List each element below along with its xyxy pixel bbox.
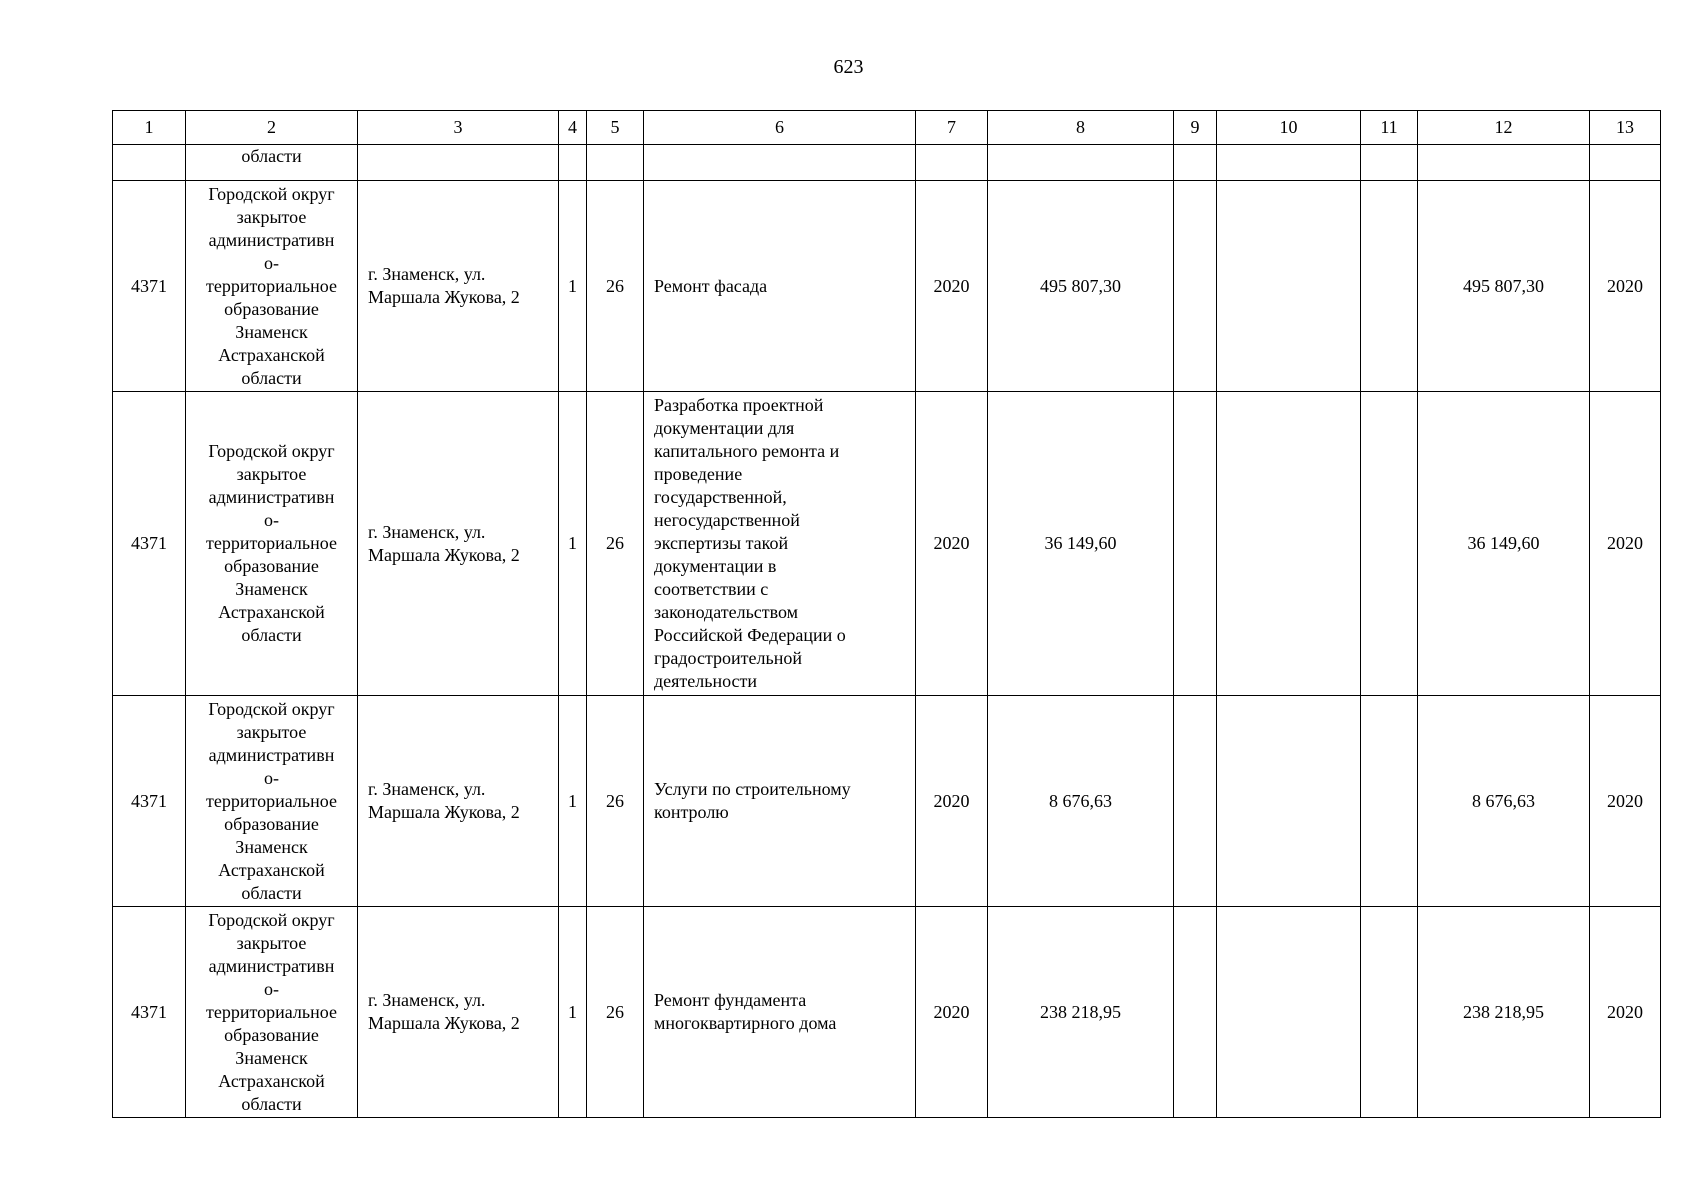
work-type [644, 907, 916, 1118]
municipality [186, 907, 358, 1118]
col12-value: 36 149,60 [1418, 392, 1590, 696]
work-type-line: документации для [654, 418, 795, 438]
table-cell [916, 145, 988, 181]
address-line: г. Знаменск, ул. [368, 990, 486, 1010]
municipality-line: Знаменск [235, 579, 308, 599]
work-type-line: законодательством [654, 602, 799, 622]
col4-value: 1 [559, 181, 587, 392]
municipality-line: Знаменск [235, 1047, 308, 1068]
object-id: 4371 [113, 907, 186, 1118]
table-cell [1217, 145, 1361, 181]
municipality-line: административн [208, 744, 335, 765]
work-type-line: капитального ремонта и [654, 441, 840, 461]
municipality-line: закрытое [236, 464, 307, 484]
col11-value [1361, 907, 1418, 1118]
table-cell [358, 145, 559, 181]
header-cell: 4 [559, 111, 587, 145]
year: 2020 [916, 696, 988, 907]
col10-value [1217, 907, 1361, 1118]
col5-value: 26 [587, 907, 644, 1118]
header-cell: 8 [988, 111, 1174, 145]
object-id: 4371 [113, 181, 186, 392]
table-cell [644, 145, 916, 181]
col9-value [1174, 181, 1217, 392]
table-cell [988, 145, 1174, 181]
work-type-line: проведение [654, 464, 743, 484]
col5-value: 26 [587, 696, 644, 907]
col10-value [1217, 181, 1361, 392]
table-cell [1590, 145, 1661, 181]
object-id: 4371 [113, 392, 186, 696]
municipality-line: территориальное [206, 533, 337, 553]
work-type-line: Ремонт фасада [654, 275, 768, 296]
header-cell: 5 [587, 111, 644, 145]
address [358, 392, 559, 696]
table-cell [1174, 145, 1217, 181]
col12-value: 238 218,95 [1418, 907, 1590, 1118]
table-row [113, 907, 1661, 1118]
address [358, 907, 559, 1118]
municipality-line: Астраханской [218, 602, 325, 622]
municipality [186, 696, 358, 907]
municipality-line: о- [264, 510, 279, 530]
work-type [644, 392, 916, 696]
work-type-line: негосударственной [654, 510, 800, 530]
col5-value: 26 [587, 392, 644, 696]
municipality-line: территориальное [206, 790, 337, 811]
municipality-line: образование [224, 813, 319, 834]
municipality-line: образование [224, 1024, 319, 1045]
table-cell [1361, 145, 1418, 181]
col13-year: 2020 [1590, 181, 1661, 392]
page-number: 623 [833, 56, 864, 78]
col10-value [1217, 696, 1361, 907]
object-id: 4371 [113, 696, 186, 907]
year: 2020 [916, 181, 988, 392]
municipality-line: о- [264, 767, 279, 788]
total-cost: 36 149,60 [988, 392, 1174, 696]
municipality-line: Знаменск [235, 321, 308, 342]
col5-value: 26 [587, 181, 644, 392]
work-type-line: контролю [654, 802, 729, 822]
table-row [113, 696, 1661, 907]
table-row [113, 392, 1661, 696]
table-cell [1418, 145, 1590, 181]
work-type [644, 181, 916, 392]
works-table [112, 110, 1661, 1118]
municipality-line: области [241, 882, 302, 903]
col4-value: 1 [559, 907, 587, 1118]
header-cell: 9 [1174, 111, 1217, 145]
municipality-line: образование [224, 298, 319, 319]
municipality-line: области [241, 625, 302, 645]
header-cell: 13 [1590, 111, 1661, 145]
municipality-line: области [241, 1093, 302, 1114]
work-type-line: документации в [654, 556, 777, 576]
table-row [113, 181, 1661, 392]
col13-year: 2020 [1590, 907, 1661, 1118]
header-cell: 11 [1361, 111, 1418, 145]
continuation-municipality: области [186, 145, 358, 181]
col12-value: 495 807,30 [1418, 181, 1590, 392]
col10-value [1217, 392, 1361, 696]
municipality-line: Знаменск [235, 836, 308, 857]
work-type-line: многоквартирного дома [654, 1013, 837, 1033]
address [358, 181, 559, 392]
header-cell: 3 [358, 111, 559, 145]
year: 2020 [916, 907, 988, 1118]
header-cell: 1 [113, 111, 186, 145]
work-type-line: Разработка проектной [654, 395, 824, 415]
col12-value: 8 676,63 [1418, 696, 1590, 907]
municipality-line: административн [208, 955, 335, 976]
header-cell: 2 [186, 111, 358, 145]
year: 2020 [916, 392, 988, 696]
col11-value [1361, 181, 1418, 392]
municipality-line: Городской округ [208, 698, 335, 719]
work-type-line: Услуги по строительному [654, 779, 851, 799]
work-type-line: Российской Федерации о [654, 625, 846, 645]
address-line: Маршала Жукова, 2 [368, 287, 520, 307]
table-cell [559, 145, 587, 181]
col11-value [1361, 392, 1418, 696]
table-cell [113, 145, 186, 181]
municipality-line: территориальное [206, 1001, 337, 1022]
municipality-line: закрытое [236, 932, 307, 953]
municipality-line: о- [264, 252, 279, 273]
header-row [113, 111, 1661, 145]
address [358, 696, 559, 907]
continuation-row [113, 145, 1661, 181]
work-type-line: экспертизы такой [654, 533, 789, 553]
work-type-line: деятельности [654, 671, 758, 691]
address-line: г. Знаменск, ул. [368, 264, 486, 284]
col9-value [1174, 907, 1217, 1118]
municipality-line: о- [264, 978, 279, 999]
municipality-line: Городской округ [208, 441, 335, 461]
address-line: г. Знаменск, ул. [368, 779, 486, 799]
col4-value: 1 [559, 696, 587, 907]
municipality-line: территориальное [206, 275, 337, 296]
total-cost: 8 676,63 [988, 696, 1174, 907]
address-line: Маршала Жукова, 2 [368, 1013, 520, 1033]
municipality-line: закрытое [236, 721, 307, 742]
municipality [186, 181, 358, 392]
address-line: г. Знаменск, ул. [368, 521, 486, 542]
address-line: Маршала Жукова, 2 [368, 802, 520, 822]
municipality-line: закрытое [236, 206, 307, 227]
work-type [644, 696, 916, 907]
col9-value [1174, 696, 1217, 907]
address-line: Маршала Жукова, 2 [368, 544, 520, 565]
municipality [186, 392, 358, 696]
municipality-line: Городской округ [208, 909, 335, 930]
col13-year: 2020 [1590, 696, 1661, 907]
header-cell: 7 [916, 111, 988, 145]
header-cell: 6 [644, 111, 916, 145]
municipality-line: административн [208, 229, 335, 250]
col13-year: 2020 [1590, 392, 1661, 696]
municipality-line: Городской округ [208, 183, 335, 204]
municipality-line: образование [224, 556, 319, 576]
work-type-line: соответствии с [654, 579, 769, 599]
header-cell: 12 [1418, 111, 1590, 145]
col9-value [1174, 392, 1217, 696]
header-cell: 10 [1217, 111, 1361, 145]
total-cost: 238 218,95 [988, 907, 1174, 1118]
col11-value [1361, 696, 1418, 907]
work-type-line: градостроительной [654, 648, 802, 668]
work-type-line: Ремонт фундамента [654, 990, 807, 1010]
municipality-line: Астраханской [218, 859, 325, 880]
municipality-line: административн [208, 487, 335, 507]
municipality-line: Астраханской [218, 344, 325, 365]
municipality-line: Астраханской [218, 1070, 325, 1091]
total-cost: 495 807,30 [988, 181, 1174, 392]
col4-value: 1 [559, 392, 587, 696]
work-type-line: государственной, [654, 487, 787, 507]
table-cell [587, 145, 644, 181]
municipality-line: области [241, 367, 302, 388]
